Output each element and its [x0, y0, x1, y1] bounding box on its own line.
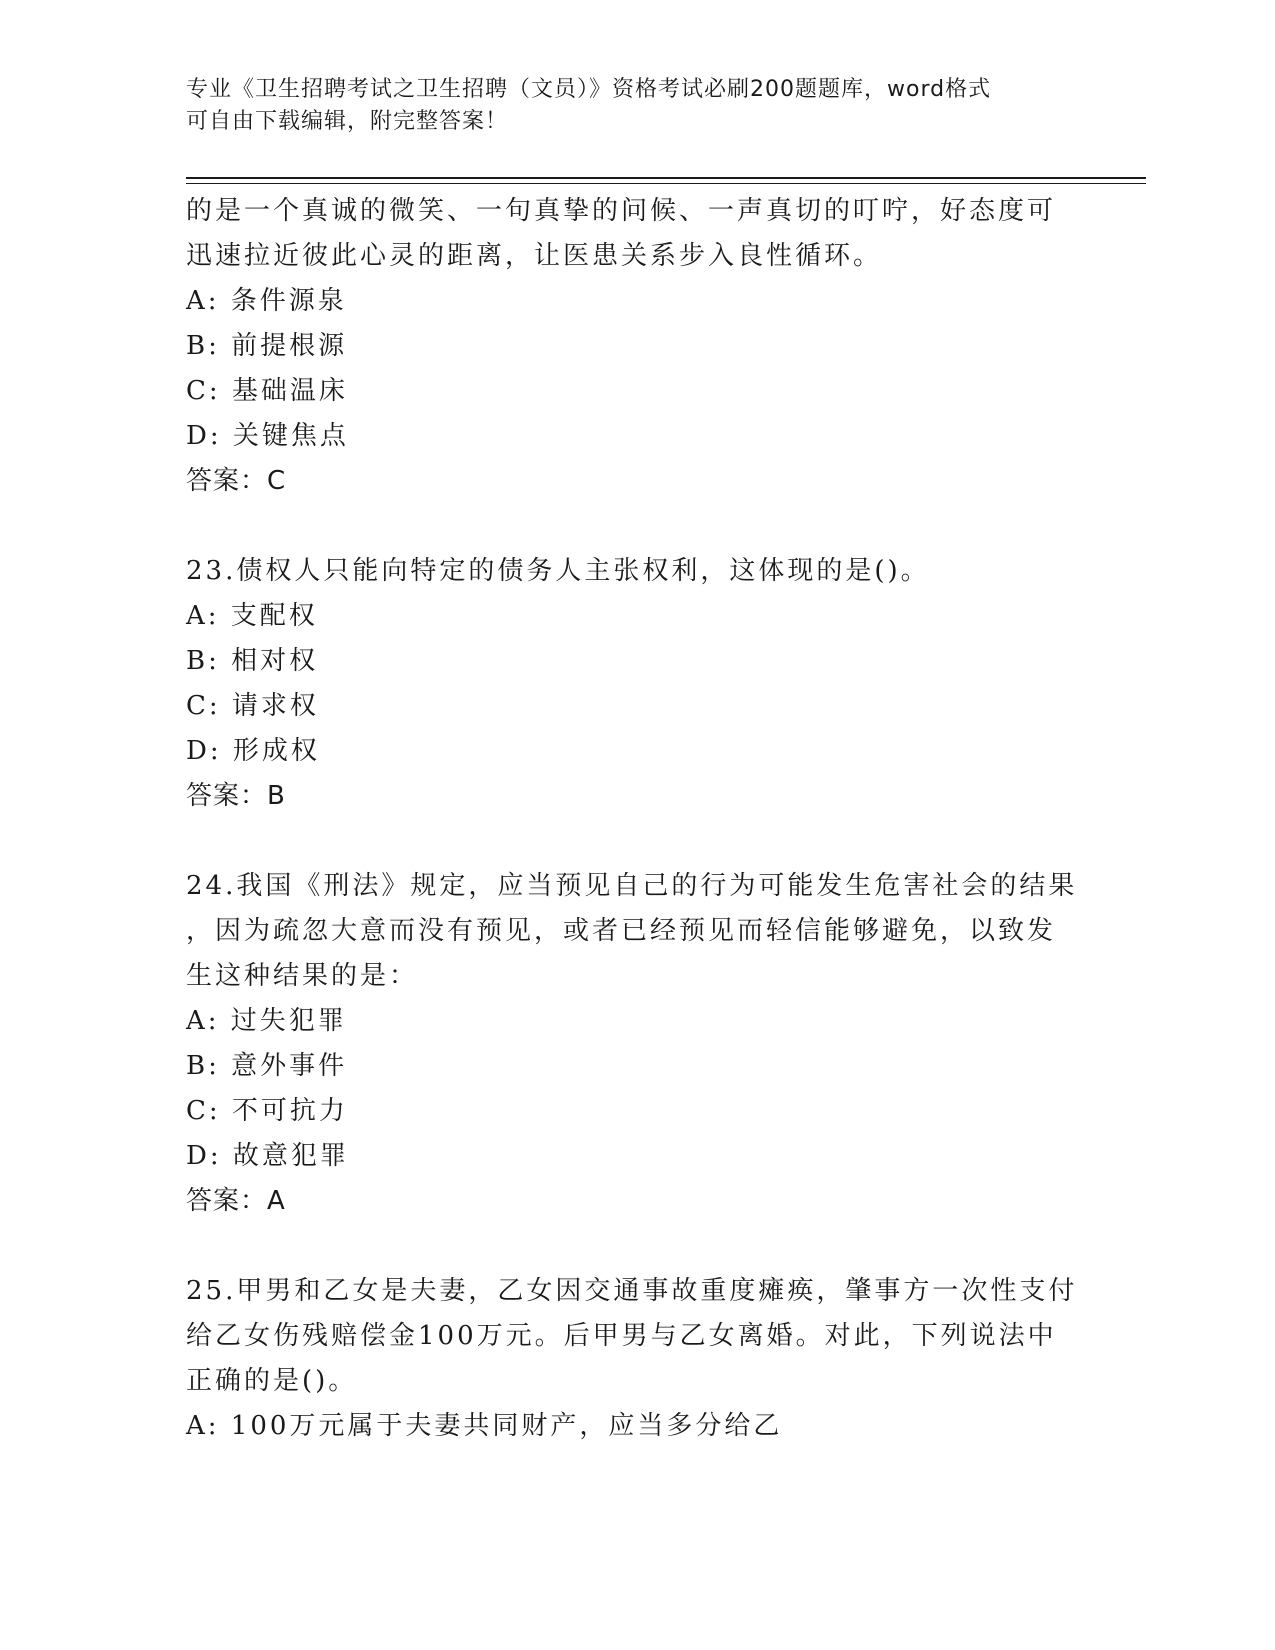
option-a: A: 100万元属于夫妻共同财产，应当多分给乙 [186, 1411, 783, 1441]
option-c: C: 基础温床 [186, 376, 348, 406]
option-d: D: 形成权 [186, 736, 320, 766]
option-b: B: 意外事件 [186, 1051, 348, 1081]
question-stem: 24.我国《刑法》规定，应当预见自己的行为可能发生危害社会的结果 [186, 871, 1078, 901]
option-c: C: 不可抗力 [186, 1096, 348, 1126]
answer-line: 答案：C [186, 466, 287, 496]
question-stem: 正确的是()。 [186, 1366, 358, 1396]
option-c: C: 请求权 [186, 691, 319, 721]
question-stem: 生这种结果的是： [186, 961, 419, 991]
question-stem: 给乙女伤残赔偿金100万元。后甲男与乙女离婚。对此，下列说法中 [186, 1321, 1057, 1351]
spacer [186, 1224, 1086, 1269]
question-stem: 23.债权人只能向特定的债务人主张权利，这体现的是()。 [186, 556, 930, 586]
option-b: B: 前提根源 [186, 331, 348, 361]
option-d: D: 故意犯罪 [186, 1141, 349, 1171]
header-line-1: 专业《卫生招聘考试之卫生招聘（文员）》资格考试必刷200题题库，word格式 [186, 77, 992, 102]
question-content [186, 189, 1086, 1449]
header-line-2: 可自由下载编辑，附完整答案！ [186, 109, 509, 134]
document-header [186, 74, 1066, 138]
option-b: B: 相对权 [186, 646, 319, 676]
spacer [186, 819, 1086, 864]
question-23 [186, 549, 1086, 819]
header-divider-thin [186, 183, 1146, 184]
option-a: A: 条件源泉 [186, 286, 347, 316]
question-stem: 25.甲男和乙女是夫妻，乙女因交通事故重度瘫痪，肇事方一次性支付 [186, 1276, 1078, 1306]
answer-line: 答案：A [186, 1186, 286, 1216]
answer-line: 答案：B [186, 781, 286, 811]
question-22-continued [186, 189, 1086, 504]
spacer [186, 504, 1086, 549]
option-d: D: 关键焦点 [186, 421, 349, 451]
question-text-line: 的是一个真诚的微笑、一句真挚的问候、一声真切的叮咛，好态度可 [186, 196, 1057, 226]
option-a: A: 支配权 [186, 601, 318, 631]
header-divider-thick [186, 177, 1146, 179]
question-24 [186, 864, 1086, 1224]
option-a: A: 过失犯罪 [186, 1006, 347, 1036]
question-text-line: 迅速拉近彼此心灵的距离，让医患关系步入良性循环。 [186, 241, 883, 271]
question-stem: ，因为疏忽大意而没有预见，或者已经预见而轻信能够避免，以致发 [186, 916, 1057, 946]
question-25 [186, 1269, 1086, 1449]
